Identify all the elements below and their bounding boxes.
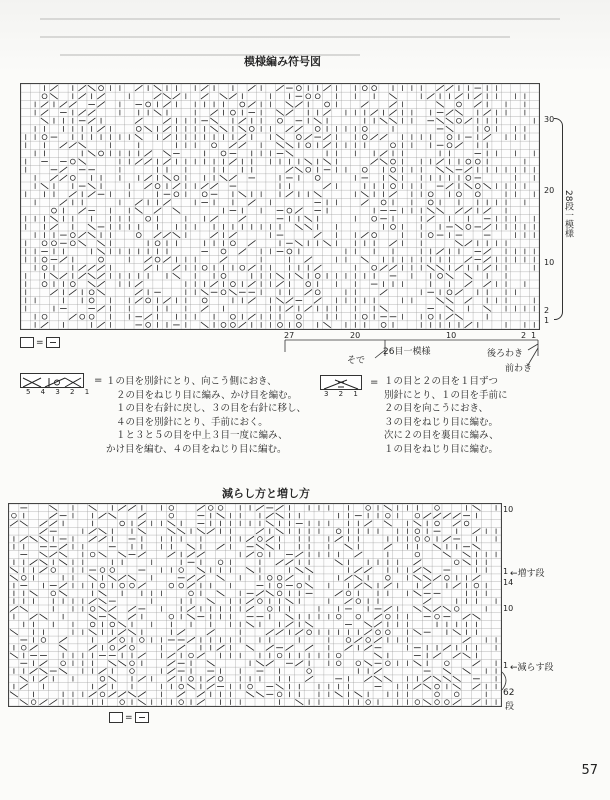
page-number: 57 (581, 763, 598, 778)
purl-square-icon (135, 712, 149, 723)
rows-count: 62 (503, 688, 515, 698)
blank-square-icon (109, 712, 123, 723)
rows-unit: 段 (505, 702, 515, 712)
row-label-30: 30 (544, 115, 555, 124)
sleeve-label: そで (347, 356, 366, 366)
decrease-row-label: ←減らす段 (510, 663, 554, 673)
shaping-row-label-1-decrease: 1 (503, 661, 509, 670)
symbol-2-explanation: １の目と２の目を１目ずつ 別針にとり、１の目を手前に ２の目を向こうにおき、 ３の目をねじり目に編む。 次に２の目を裏目に編み、 １の目をねじり目に編む。 (384, 376, 508, 455)
symbol-1-explanation: １の目を別針にとり、向こう側におき、 ２の目をねじり目に編み、かけ目を編む。 １の目を右針に戻し、３の目を右針に移し、 ４の目を別針にとり、手前におく。 １と３と５の目を中上３目一度に編み、 かけ目を編む、４の目をねじり目に編む。 (106, 376, 307, 455)
symbol-1-equals: = (94, 375, 103, 386)
pattern-chart-title: 模様編み符号図 (244, 55, 321, 68)
shaping-chart-title: 減らし方と増し方 (222, 487, 310, 500)
symbol-5-stitch-numbers: 5 4 3 2 1 (26, 388, 94, 396)
front-side-label: 前わき (505, 364, 533, 374)
col-label-10: 10 (446, 331, 457, 340)
col-label-2: 2 (521, 331, 527, 340)
row-label-10: 10 (544, 258, 555, 267)
shaping-row-label-10-top: 10 (503, 505, 514, 514)
symbol-3-stitch-numbers: 3 2 1 (324, 390, 362, 398)
legend-purl: = (20, 337, 60, 348)
row-label-20: 20 (544, 186, 555, 195)
shaping-row-label-1-increase: 1 (503, 567, 509, 576)
symbol-2-equals: = (370, 377, 379, 388)
shaping-row-label-10-mid: 10 (503, 604, 514, 613)
col-label-27: 27 (284, 331, 295, 340)
col-label-1: 1 (531, 331, 537, 340)
increase-row-label: ←増す段 (510, 569, 545, 579)
shaping-row-label-14: 14 (503, 578, 514, 587)
row-label-1: 1 (544, 316, 550, 325)
repeat-rows-label: 28段一模様 (563, 190, 573, 238)
col-label-20: 20 (350, 331, 361, 340)
row-label-2: 2 (544, 306, 550, 315)
back-side-label: 後ろわき (487, 349, 524, 359)
legend-purl-bottom: = (109, 712, 149, 723)
repeat-stitches-label: 26目一模様 (383, 347, 431, 357)
